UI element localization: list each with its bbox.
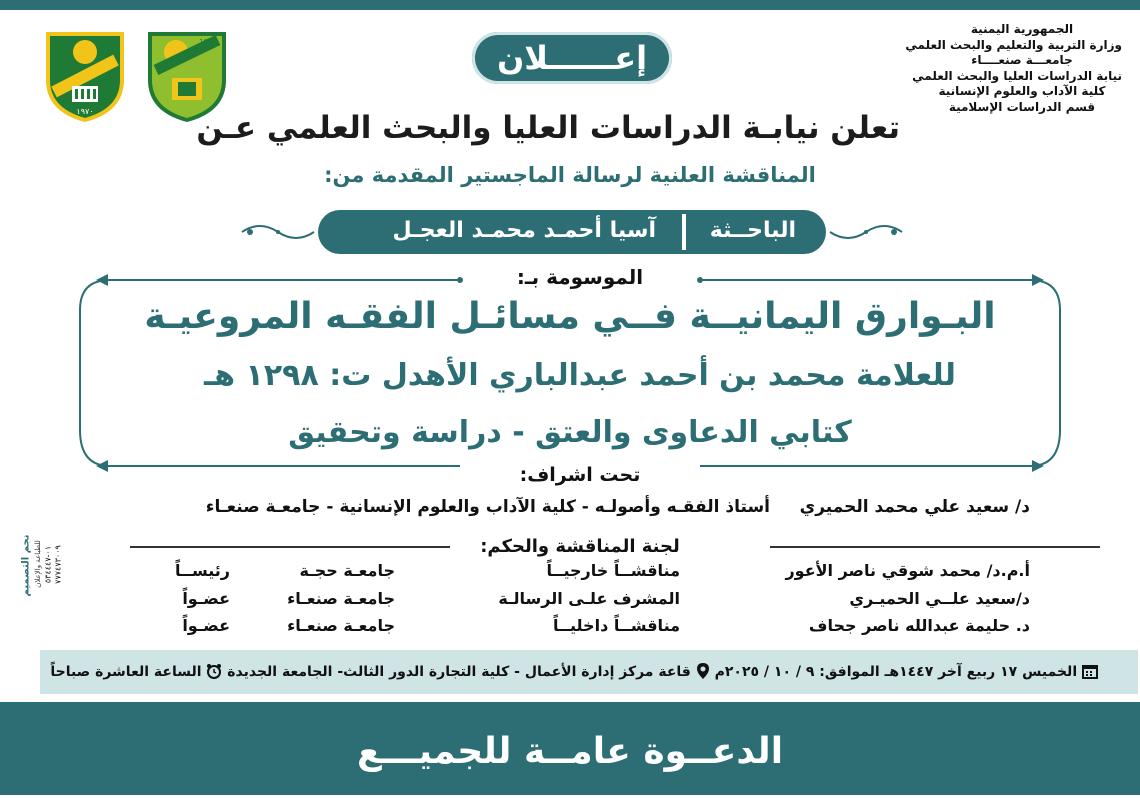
supervision-label: تحت اشراف: <box>519 464 641 486</box>
member-position: رئيســاً <box>175 561 230 580</box>
member-role: المشرف علـى الرسالـة <box>498 589 680 608</box>
location-pin-icon <box>696 662 710 680</box>
divider <box>682 214 686 250</box>
researcher-pill <box>318 210 826 254</box>
divider-left <box>130 546 450 548</box>
header-line: الجمهورية اليمنية <box>970 22 1074 36</box>
institution-header <box>905 22 1122 115</box>
member-university: جامعـة صنعـاء <box>287 589 395 608</box>
footer-banner <box>0 702 1140 795</box>
member-name: د. حليمة عبدالله ناصر جحاف <box>808 616 1030 635</box>
alarm-clock-icon <box>206 663 222 679</box>
member-name: د/سعيد علــي الحميـري <box>849 589 1030 608</box>
member-university: جامعـة حجـة <box>299 561 395 580</box>
header-line: وزارة التربية والتعليم والبحث العلمي <box>905 37 1122 52</box>
thesis-title-line-3: كتابي الدعاوى والعتق - دراسة وتحقيق <box>288 415 852 450</box>
member-position: عضـواً <box>182 616 230 635</box>
university-logo-right <box>146 30 228 122</box>
member-position: عضـواً <box>182 589 230 608</box>
titled-label: الموسومة بـ: <box>516 265 644 289</box>
event-info-text <box>50 662 1098 680</box>
member-university: جامعـة صنعـاء <box>287 616 395 635</box>
member-role: مناقشــاً خارجيــاً <box>546 561 680 580</box>
ornament-left-icon <box>240 222 316 242</box>
logo-year: 1970 <box>199 38 217 46</box>
logo-year: ١٩٧٠ <box>76 107 94 116</box>
event-date: الخميس ١٧ ربيع آخر ١٤٤٧هـ الموافق: ٩ / ١٠ / ٢٠٢٥م <box>714 664 1078 680</box>
divider-right <box>770 546 1100 548</box>
event-info-bar <box>40 650 1138 694</box>
intro-line-2: المناقشة العلنية لرسالة الماجستير المقدمة من: <box>324 163 816 187</box>
supervisor-name: د/ سعيد علي محمد الحميري <box>799 497 1030 517</box>
top-bar <box>0 0 1140 10</box>
event-time: الساعة العاشرة صباحاً <box>50 664 202 680</box>
thesis-title-line-1: البـوارق اليمانيــة فــي مسائـل الفقـه المروعيـة <box>144 296 996 337</box>
researcher-name: آسيا أحمـد محمـد العجـل <box>392 218 656 243</box>
ornament-right-icon <box>828 222 904 242</box>
supervisor-affiliation: أستاذ الفقـه وأصولـه - كلية الآداب والعلوم الإنسانية - جامعـة صنعـاء <box>205 497 770 517</box>
header-line: جامعـــة صنعــــاء <box>971 53 1073 67</box>
announcement-title: إعــــــلان <box>496 39 648 77</box>
brand-phone-2: ٠١-٥٣٤٤٤٧ <box>43 545 53 584</box>
header-line: كلية الآداب والعلوم الإنسانية <box>938 84 1106 98</box>
committee-label: لجنة المناقشة والحكم: <box>480 536 680 557</box>
member-name: أ.م.د/ محمد شوقي ناصر الأعور <box>785 561 1030 580</box>
brand-name: نجم التصميم <box>20 534 32 597</box>
calendar-icon <box>1082 663 1098 679</box>
researcher-label: الباحــثة <box>709 218 796 243</box>
header-line: قسم الدراسات الإسلامية <box>948 99 1096 114</box>
footer-invitation: الدعــوة عامــة للجميـــع <box>356 731 784 772</box>
announcement-badge <box>472 32 672 84</box>
thesis-title-line-2: للعلامة محمد بن أحمد عبدالباري الأهدل ت: ١٢٩٨ هـ <box>204 358 956 393</box>
event-place: قاعة مركز إدارة الأعمال - كلية التجارة الدور الثالث- الجامعة الجديدة <box>227 664 691 680</box>
university-logo-left <box>44 30 126 122</box>
header-line: نيابة الدراسات العليا والبحث العلمي <box>912 68 1122 83</box>
brand-sub: للطباعة والإعلان <box>34 540 42 588</box>
designer-brand <box>6 500 63 640</box>
brand-phone-1: ٧٧٧٤٧٣٠٠٩ <box>53 545 63 584</box>
intro-line-1: تعلن نيابـة الدراسات العليا والبحث العلمي عـن <box>196 110 900 146</box>
member-role: مناقشــاً داخليــاً <box>553 616 680 635</box>
